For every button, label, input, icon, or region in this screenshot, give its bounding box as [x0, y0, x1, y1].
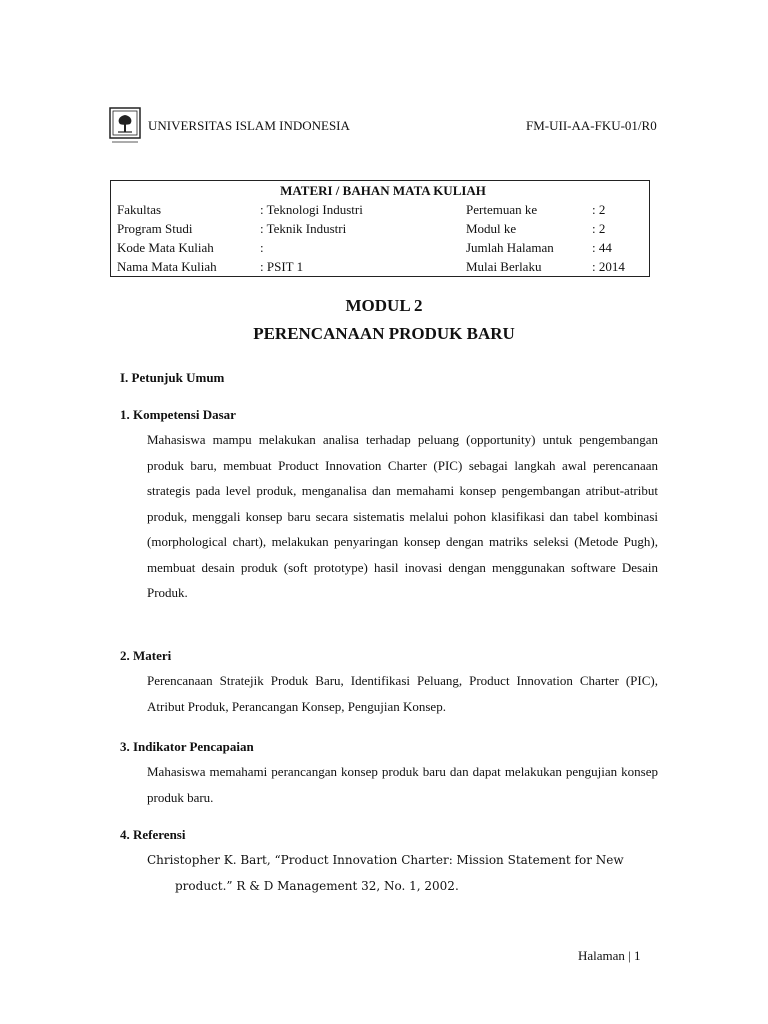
paragraph: Perencanaan Stratejik Produk Baru, Identifikasi Peluang, Product Innovation Charter (PIC), Atribut Produk, Perancangan Konsep, Pengujian Konsep. [147, 673, 658, 714]
info-label: Kode Mata Kuliah [117, 240, 214, 255]
info-value: : [260, 240, 264, 255]
reference-line: product.” R & D Management 32, No. 1, 2002. [175, 879, 459, 893]
info-value: : PSIT 1 [260, 259, 304, 274]
info-row [111, 219, 650, 238]
university-logo-icon [108, 106, 142, 146]
info-value: : Teknologi Industri [260, 202, 363, 217]
page-number: Halaman | 1 [578, 948, 641, 963]
info-value: : 2014 [592, 259, 625, 274]
section-heading: 3. Indikator Pencapaian [120, 739, 254, 754]
section-heading: I. Petunjuk Umum [120, 370, 225, 385]
info-label: Mulai Berlaku [466, 259, 542, 274]
info-value: : 2 [592, 202, 606, 217]
info-label: Modul ke [466, 221, 517, 236]
info-label: Jumlah Halaman [466, 240, 554, 255]
info-value: : 2 [592, 221, 606, 236]
info-value: : 44 [592, 240, 612, 255]
course-info-box [110, 180, 650, 277]
section-heading: 2. Materi [120, 648, 172, 663]
paragraph: Mahasiswa mampu melakukan analisa terhadap peluang (opportunity) untuk pengembangan produk baru, membuat Product Innovation Charter (PIC) sebagai langkah awal perencanaan strategis pada level produk, menganalisa dan memahami konsep pengembangan atribut-atribut produk, menggali konsep baru secara sistematis melalui pohon klasifikasi dan tabel kombinasi (morphological chart), melakukan penyaringan konsep dengan matriks seleksi (Metode Pugh), membuat desain produk (soft prototype) hasil inovasi dengan menggunakan software Desain Produk. [147, 432, 658, 600]
info-box-title: MATERI / BAHAN MATA KULIAH [280, 183, 486, 198]
info-label: Fakultas [117, 202, 162, 217]
info-label: Program Studi [117, 221, 193, 236]
section-heading: 4. Referensi [120, 827, 186, 842]
module-title: PERENCANAAN PRODUK BARU [253, 324, 515, 343]
paragraph: Mahasiswa memahami perancangan konsep produk baru dan dapat melakukan pengujian konsep produk baru. [147, 764, 658, 805]
info-row [111, 200, 650, 219]
info-label: Pertemuan ke [466, 202, 538, 217]
reference-line: Christopher K. Bart, “Product Innovation Charter: Mission Statement for New [147, 853, 624, 867]
info-row [111, 238, 650, 257]
info-label: Nama Mata Kuliah [117, 259, 217, 274]
module-number: MODUL 2 [345, 296, 423, 315]
info-row [111, 257, 650, 277]
university-name: UNIVERSITAS ISLAM INDONESIA [148, 118, 350, 133]
form-code: FM-UII-AA-FKU-01/R0 [526, 118, 657, 133]
section-heading: 1. Kompetensi Dasar [120, 407, 236, 422]
info-value: : Teknik Industri [260, 221, 347, 236]
